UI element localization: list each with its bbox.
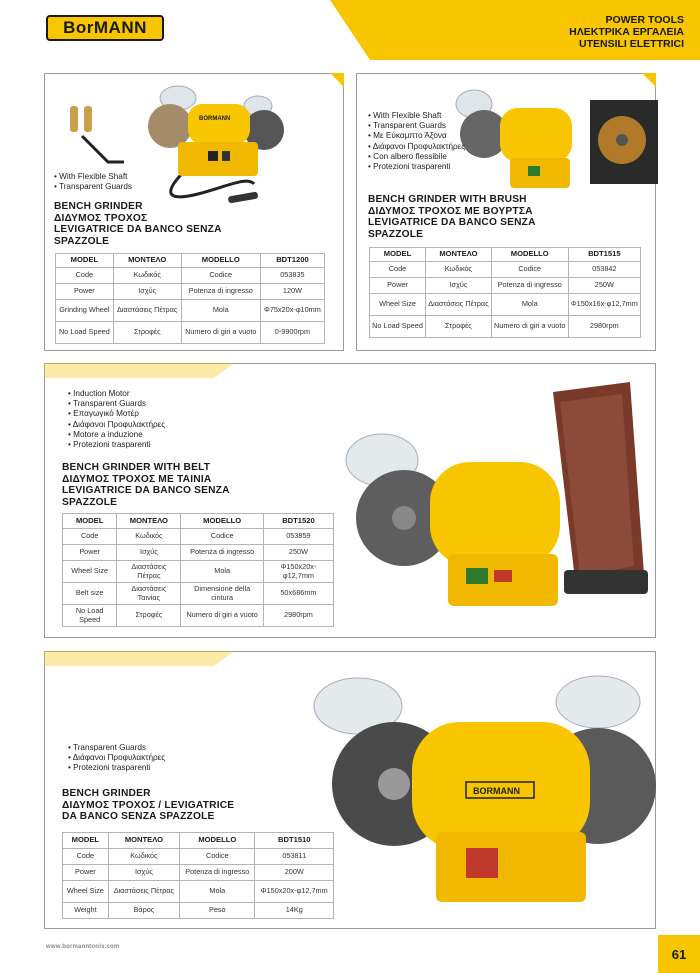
model-header: BDT1520 — [263, 514, 333, 529]
category-en: POWER TOOLS — [605, 14, 684, 26]
brand-logo: BorMANN — [46, 15, 164, 41]
feature-item: • Επαγωγικό Μοτέρ — [68, 409, 165, 419]
cell: Wheel Size — [63, 881, 109, 903]
bdt1510-product-photo — [306, 662, 656, 924]
cell: Mola — [180, 881, 255, 903]
cell: Potenza di ingresso — [491, 278, 568, 294]
panel-3-top-accent — [44, 363, 244, 379]
cell: No Load Speed — [63, 605, 117, 627]
feature-item: • Motore a induzione — [68, 430, 165, 440]
cell: 2980rpm — [568, 316, 640, 338]
feature-item: • With Flexible Shaft — [54, 172, 132, 182]
bdt1515-spec-table — [369, 247, 641, 338]
col-header: MODEL — [63, 833, 109, 849]
cell: Grinding Wheel — [56, 300, 114, 322]
cell: Ισχύς — [108, 865, 179, 881]
cell: Numero di giri a vuoto — [181, 605, 263, 627]
cell: Code — [63, 529, 117, 545]
bdt1200-title — [54, 201, 222, 247]
cell: Φ75x20x-φ10mm — [260, 300, 324, 322]
panel-4-top-accent — [44, 651, 244, 667]
cell: 0-9900rpm — [260, 322, 324, 344]
bdt1520-spec-table — [62, 513, 334, 627]
cell: 053835 — [260, 268, 324, 284]
cell: Power — [63, 865, 109, 881]
cell: Φ150x20x-φ12,7mm — [255, 881, 334, 903]
bdt1515-product-photo — [440, 80, 662, 198]
title-line: SPAZZOLE — [368, 228, 424, 240]
model-header: BDT1200 — [260, 254, 324, 268]
title-line: ΔΙΔΥΜΟΣ ΤΡΟΧΟΣ — [54, 212, 148, 224]
title-line: ΔΙΔΥΜΟΣ ΤΡΟΧΟΣ ΜΕ ΒΟΥΡΤΣΑ — [368, 205, 533, 217]
feature-item: • Induction Motor — [68, 389, 165, 399]
cell: Potenza di ingresso — [181, 284, 260, 300]
bdt1510-features — [68, 743, 165, 774]
feature-item: • With Flexible Shaft — [368, 111, 465, 121]
cell: 250W — [263, 545, 333, 561]
cell: Διαστάσεις Πέτρας — [108, 881, 179, 903]
col-header: ΜΟΝΤΕΛΟ — [113, 254, 181, 268]
cell: Mola — [181, 561, 263, 583]
bdt1510-title — [62, 788, 234, 823]
bdt1515-features — [368, 111, 465, 172]
cell: Φ150x20x-φ12,7mm — [263, 561, 333, 583]
cell: Φ150x16x-φ12,7mm — [568, 294, 640, 316]
photo-brand-label: BORMANN — [199, 116, 231, 122]
cell: Codice — [180, 849, 255, 865]
cell: Διαστάσεις Πέτρας — [117, 561, 181, 583]
col-header: MODEL — [370, 248, 426, 262]
cell: Codice — [491, 262, 568, 278]
cell: Codice — [181, 529, 263, 545]
category-it: UTENSILI ELETTRICI — [579, 38, 684, 50]
cell: Wheel Size — [63, 561, 117, 583]
cell: Wheel Size — [370, 294, 426, 316]
cell: Κωδικός — [117, 529, 181, 545]
cell: Code — [63, 849, 109, 865]
bdt1200-features — [54, 172, 132, 192]
cell: Weight — [63, 903, 109, 919]
cell: Potenza di ingresso — [180, 865, 255, 881]
cell: Code — [370, 262, 426, 278]
cell: 120W — [260, 284, 324, 300]
cell: Στροφές — [117, 605, 181, 627]
col-header: MODEL — [63, 514, 117, 529]
feature-item: • Con albero flessibile — [368, 152, 465, 162]
cell: Dimensione della cintura — [181, 583, 263, 605]
cell: Power — [63, 545, 117, 561]
col-header: MODELLO — [180, 833, 255, 849]
feature-item: • Transparent Guards — [68, 399, 165, 409]
model-header: BDT1510 — [255, 833, 334, 849]
cell: No Load Speed — [56, 322, 114, 344]
cell: Ισχύς — [426, 278, 492, 294]
bdt1200-product-photo — [58, 76, 343, 216]
category-gr: ΗΛΕΚΤΡΙΚΑ ΕΡΓΑΛΕΙΑ — [569, 26, 684, 38]
cell: Στροφές — [426, 316, 492, 338]
title-line: LEVIGATRICE DA BANCO SENZA — [62, 485, 230, 496]
title-line: BENCH GRINDER WITH BELT — [62, 462, 211, 473]
bdt1520-product-photo — [338, 378, 654, 618]
cell: Βάρος — [108, 903, 179, 919]
photo-brand-label: BORMANN — [473, 786, 520, 796]
title-line: SPAZZOLE — [54, 235, 110, 247]
cell: Potenza di ingresso — [181, 545, 263, 561]
cell: Mola — [491, 294, 568, 316]
cell: 053859 — [263, 529, 333, 545]
bdt1520-title — [62, 462, 230, 508]
title-line: LEVIGATRICE DA BANCO SENZA — [54, 224, 222, 235]
cell: Διαστάσεις Πέτρας — [426, 294, 492, 316]
category-heading — [569, 14, 684, 50]
cell: Codice — [181, 268, 260, 284]
cell: 50x686mm — [263, 583, 333, 605]
title-line: DA BANCO SENZA SPAZZOLE — [62, 811, 215, 822]
cell: 2980rpm — [263, 605, 333, 627]
title-line: ΔΙΔΥΜΟΣ ΤΡΟΧΟΣ ΜΕ ΤΑΙΝΙΑ — [62, 473, 212, 485]
col-header: ΜΟΝΤΕΛΟ — [117, 514, 181, 529]
cell: No Load Speed — [370, 316, 426, 338]
cell: Διαστάσεις Ταινίας — [117, 583, 181, 605]
col-header: MODELLO — [491, 248, 568, 262]
model-header: BDT1515 — [568, 248, 640, 262]
feature-item: • Transparent Guards — [54, 182, 132, 192]
cell: 053842 — [568, 262, 640, 278]
col-header: ΜΟΝΤΕΛΟ — [426, 248, 492, 262]
feature-item: • Protezioni trasparenti — [368, 162, 465, 172]
col-header: ΜΟΝΤΕΛΟ — [108, 833, 179, 849]
bdt1520-features — [68, 389, 165, 450]
title-line: BENCH GRINDER — [54, 201, 143, 212]
cell: Code — [56, 268, 114, 284]
cell: Κωδικός — [113, 268, 181, 284]
cell: Mola — [181, 300, 260, 322]
col-header: MODELLO — [181, 514, 263, 529]
footer-website[interactable]: www.bormanntools.com — [46, 944, 120, 950]
col-header: MODEL — [56, 254, 114, 268]
title-line: SPAZZOLE — [62, 496, 118, 508]
cell: Numero di giri a vuoto — [181, 322, 260, 344]
feature-item: • Protezioni trasparenti — [68, 763, 165, 773]
title-line: BENCH GRINDER — [62, 788, 151, 799]
cell: Peso — [180, 903, 255, 919]
feature-item: • Protezioni trasparenti — [68, 440, 165, 450]
cell: Κωδικός — [426, 262, 492, 278]
cell: 200W — [255, 865, 334, 881]
title-line: LEVIGATRICE DA BANCO SENZA — [368, 217, 536, 228]
bdt1510-spec-table — [62, 832, 334, 919]
bdt1515-title — [368, 194, 536, 240]
cell: 250W — [568, 278, 640, 294]
cell: Ισχύς — [117, 545, 181, 561]
cell: Κωδικός — [108, 849, 179, 865]
cell: Power — [56, 284, 114, 300]
title-line: ΔΙΔΥΜΟΣ ΤΡΟΧΟΣ / LEVIGATRICE — [62, 799, 235, 811]
bdt1200-spec-table — [55, 253, 325, 344]
title-line: BENCH GRINDER WITH BRUSH — [368, 194, 527, 205]
cell: 053811 — [255, 849, 334, 865]
cell: Numero di giri a vuoto — [491, 316, 568, 338]
cell: Στροφές — [113, 322, 181, 344]
cell: Belt size — [63, 583, 117, 605]
cell: Διαστάσεις Πέτρας — [113, 300, 181, 322]
col-header: MODELLO — [181, 254, 260, 268]
feature-item: • Με Εύκαμπτο Άξονα — [368, 131, 465, 141]
feature-item: • Διάφανοι Προφυλακτήρες — [368, 142, 465, 152]
cell: Ισχύς — [113, 284, 181, 300]
cell: Power — [370, 278, 426, 294]
feature-item: • Transparent Guards — [68, 743, 165, 753]
feature-item: • Transparent Guards — [368, 121, 465, 131]
page-number: 61 — [658, 935, 700, 973]
feature-item: • Διάφανοι Προφυλακτήρες — [68, 753, 165, 763]
feature-item: • Διάφανοι Προφυλακτήρες — [68, 420, 165, 430]
cell: 14Kg — [255, 903, 334, 919]
